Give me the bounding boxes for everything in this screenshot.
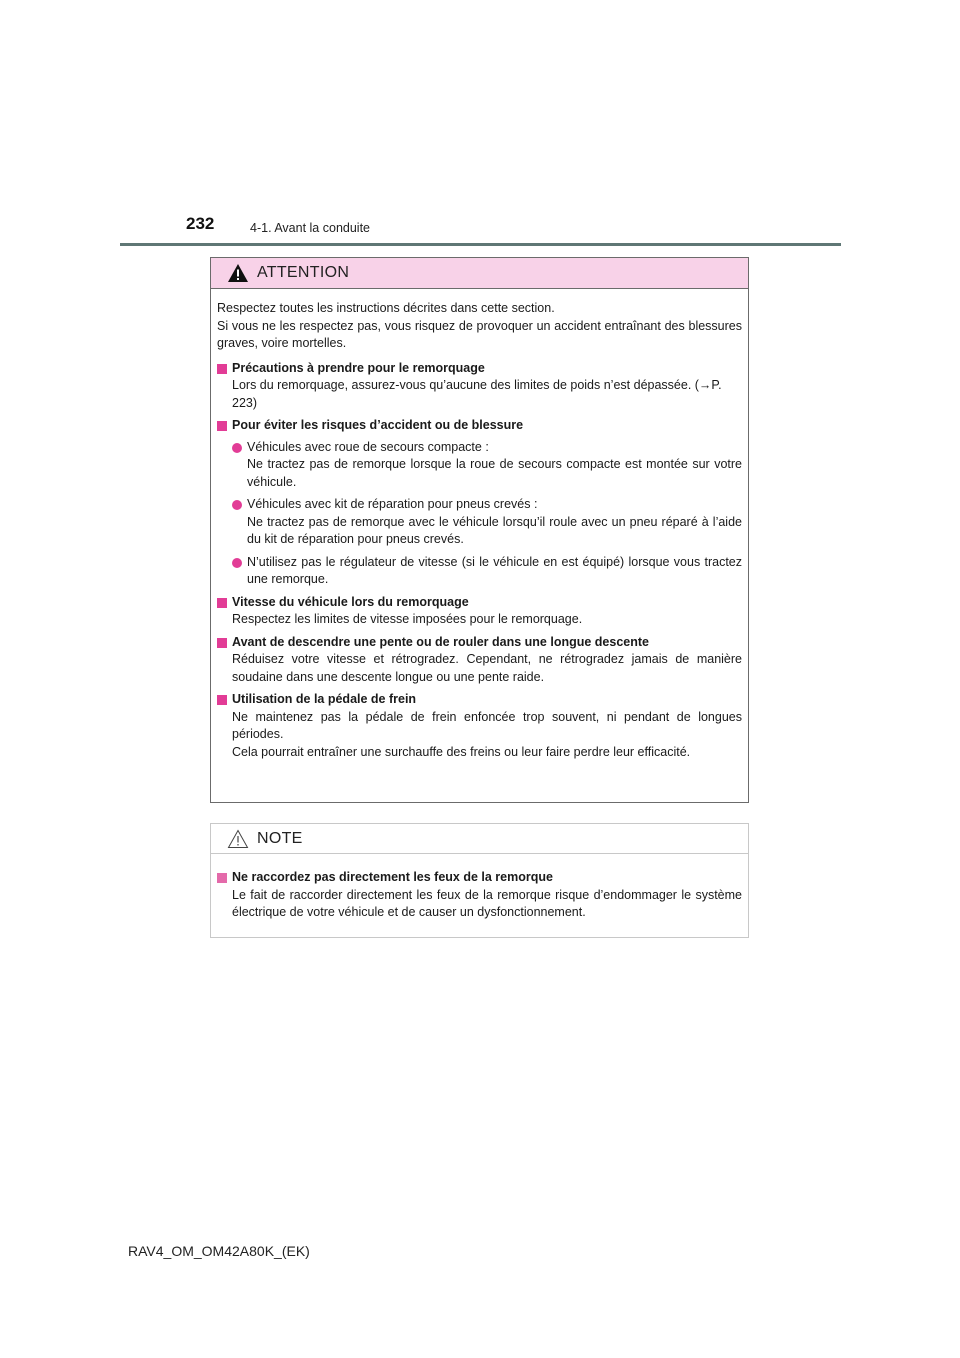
item-heading: Pour éviter les risques d’accident ou de blessure xyxy=(232,418,524,432)
square-bullet-icon xyxy=(217,598,227,608)
bullet-line: Ne tractez pas de remorque avec le véhicule lorsqu’il roule avec un pneu réparé à l’aide du kit de réparation pour pneus crevés. xyxy=(247,514,742,546)
warning-triangle-icon xyxy=(227,263,249,283)
attention-item xyxy=(217,594,742,629)
attention-header xyxy=(211,258,748,289)
bullet-line: Véhicules avec kit de réparation pour pneus crevés : xyxy=(247,497,538,511)
item-text: Respectez les limites de vitesse imposées pour le remorquage. xyxy=(232,612,583,626)
page-number: 232 xyxy=(186,214,215,233)
page-header xyxy=(0,0,960,250)
attention-item xyxy=(217,691,742,761)
square-bullet-icon xyxy=(217,695,227,705)
item-heading: Utilisation de la pédale de frein xyxy=(232,692,417,706)
bullet-line: Ne tractez pas de remorque lorsque la roue de secours compacte est montée sur votre véhicule. xyxy=(247,457,742,489)
square-bullet-icon xyxy=(217,421,227,431)
item-heading: Vitesse du véhicule lors du remorquage xyxy=(232,594,469,609)
square-bullet-icon xyxy=(217,873,227,883)
item-heading: Précautions à prendre pour le remorquage xyxy=(232,360,485,375)
list-item xyxy=(217,439,742,492)
attention-item xyxy=(217,360,742,413)
attention-item xyxy=(217,634,742,687)
attention-title: ATTENTION xyxy=(257,264,350,281)
bullet-line: Véhicules avec roue de secours compacte : xyxy=(247,439,489,454)
item-heading: Ne raccordez pas directement les feux de la remorque xyxy=(232,870,553,884)
attention-body xyxy=(211,289,748,761)
warning-outline-icon xyxy=(227,829,249,849)
header-divider xyxy=(120,243,841,246)
item-text: Le fait de raccorder directement les feux de la remorque risque d’endommager le système électrique de votre véhicule et de causer un dysfonctionnement. xyxy=(232,887,742,919)
attention-box xyxy=(210,257,749,803)
round-bullet-icon xyxy=(232,443,242,453)
item-text: Ne maintenez pas la pédale de frein enfoncée trop souvent, ni pendant de longues périodes. xyxy=(232,709,742,741)
attention-intro-2: Si vous ne les respectez pas, vous risquez de provoquer un accident entraînant des blessures graves, voire mortelles. xyxy=(217,318,742,350)
square-bullet-icon xyxy=(217,364,227,374)
note-body xyxy=(211,854,748,922)
item-text: Cela pourrait entraîner une surchauffe des freins ou leur faire perdre leur efficacité. xyxy=(232,744,691,759)
list-item xyxy=(217,554,742,589)
round-bullet-icon xyxy=(232,500,242,510)
item-heading: Avant de descendre une pente ou de rouler dans une longue descente xyxy=(232,634,649,649)
attention-intro-1: Respectez toutes les instructions décrites dans cette section. xyxy=(217,301,555,315)
section-title: 4-1. Avant la conduite xyxy=(250,221,370,235)
attention-item xyxy=(217,417,742,589)
document-code: RAV4_OM_OM42A80K_(EK) xyxy=(128,1243,310,1259)
item-text: Lors du remorquage, assurez-vous qu’aucune des limites de poids n’est dépassée. (→P. 223) xyxy=(232,378,722,410)
note-header xyxy=(211,824,748,854)
note-title: NOTE xyxy=(257,829,303,847)
note-item xyxy=(217,869,742,922)
list-item xyxy=(217,496,742,549)
note-box xyxy=(210,823,749,938)
bullet-line: N’utilisez pas le régulateur de vitesse (si le véhicule en est équipé) lorsque vous tractez une remorque. xyxy=(247,554,742,586)
round-bullet-icon xyxy=(232,558,242,568)
square-bullet-icon xyxy=(217,638,227,648)
item-text: Réduisez votre vitesse et rétrogradez. Cependant, ne rétrogradez jamais de manière soudaine dans une descente longue ou une pente raide. xyxy=(232,652,742,684)
